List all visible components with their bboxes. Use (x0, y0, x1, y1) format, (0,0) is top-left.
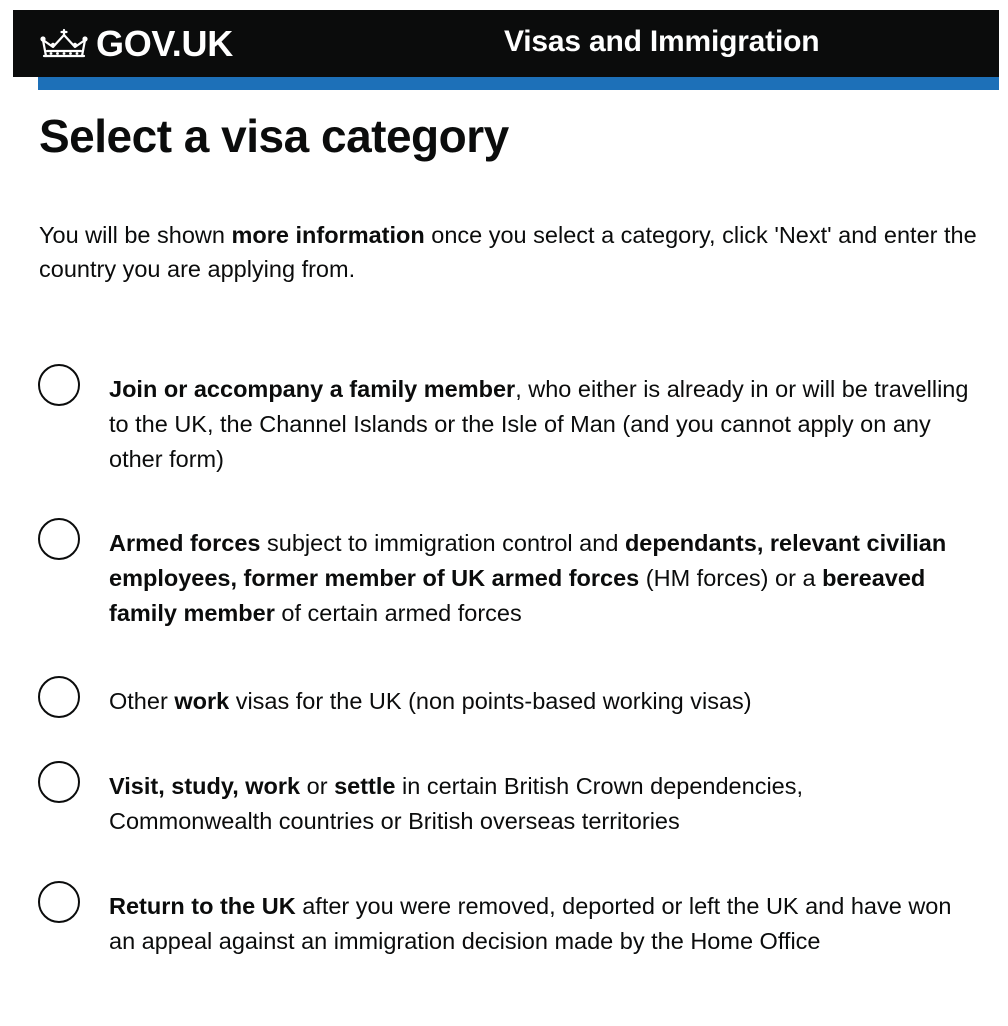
visa-option-text: visas for the UK (non points-based working visas) (229, 688, 752, 714)
visa-option-text: after you were removed, deported or left the UK and have won an appeal against an immigration decision made by the Home Office (109, 893, 952, 954)
visa-option-label[interactable] (109, 684, 969, 719)
visa-option-bold-text: Return to the UK (109, 893, 296, 919)
crown-icon (38, 26, 90, 62)
visa-option-label[interactable] (109, 889, 969, 959)
radio-button[interactable] (38, 761, 80, 803)
radio-button[interactable] (38, 881, 80, 923)
intro-text-part2: once you select a category, click 'Next' and enter the country you are applying from. (39, 222, 977, 282)
radio-button[interactable] (38, 364, 80, 406)
site-header (13, 10, 999, 77)
intro-text-part1: You will be shown (39, 222, 232, 248)
govuk-logo-text: GOV.UK (96, 22, 233, 64)
header-blue-bar (38, 77, 999, 90)
visa-option-label[interactable] (109, 526, 969, 631)
visa-option-text: in certain British Crown dependencies, Commonwealth countries or British overseas territories (109, 773, 804, 834)
visa-option-label[interactable] (109, 372, 969, 477)
visa-option-bold-text: work (174, 688, 230, 714)
visa-option-text: (HM forces) or a (639, 565, 823, 591)
radio-button[interactable] (38, 518, 80, 560)
page-title: Select a visa category (39, 110, 509, 162)
visa-option-text: , who either is already in or will be travelling to the UK, the Channel Islands or the Isle of Man (and you cannot apply on any other form) (109, 376, 969, 472)
visa-option-text: Other (109, 688, 175, 714)
visa-option-text: subject to immigration control and (260, 530, 625, 556)
intro-text (39, 218, 979, 286)
visa-option-bold-text: Visit, study, work (109, 773, 301, 799)
visa-option-bold-text: settle (334, 773, 396, 799)
service-name-link[interactable]: Visas and Immigration (504, 24, 820, 58)
visa-option-bold-text: bereaved family member (109, 565, 926, 626)
visa-option-bold-text: Armed forces (109, 530, 261, 556)
visa-option-text: of certain armed forces (274, 600, 522, 626)
visa-option-bold-text: Join or accompany a family member (109, 376, 516, 402)
visa-option-label[interactable] (109, 769, 969, 839)
visa-option-text: or (300, 773, 335, 799)
intro-text-bold: more information (231, 222, 425, 248)
govuk-logo-link[interactable] (38, 10, 233, 77)
radio-button[interactable] (38, 676, 80, 718)
visa-option-bold-text: dependants, relevant civilian employees, former member of UK armed forces (109, 530, 947, 591)
